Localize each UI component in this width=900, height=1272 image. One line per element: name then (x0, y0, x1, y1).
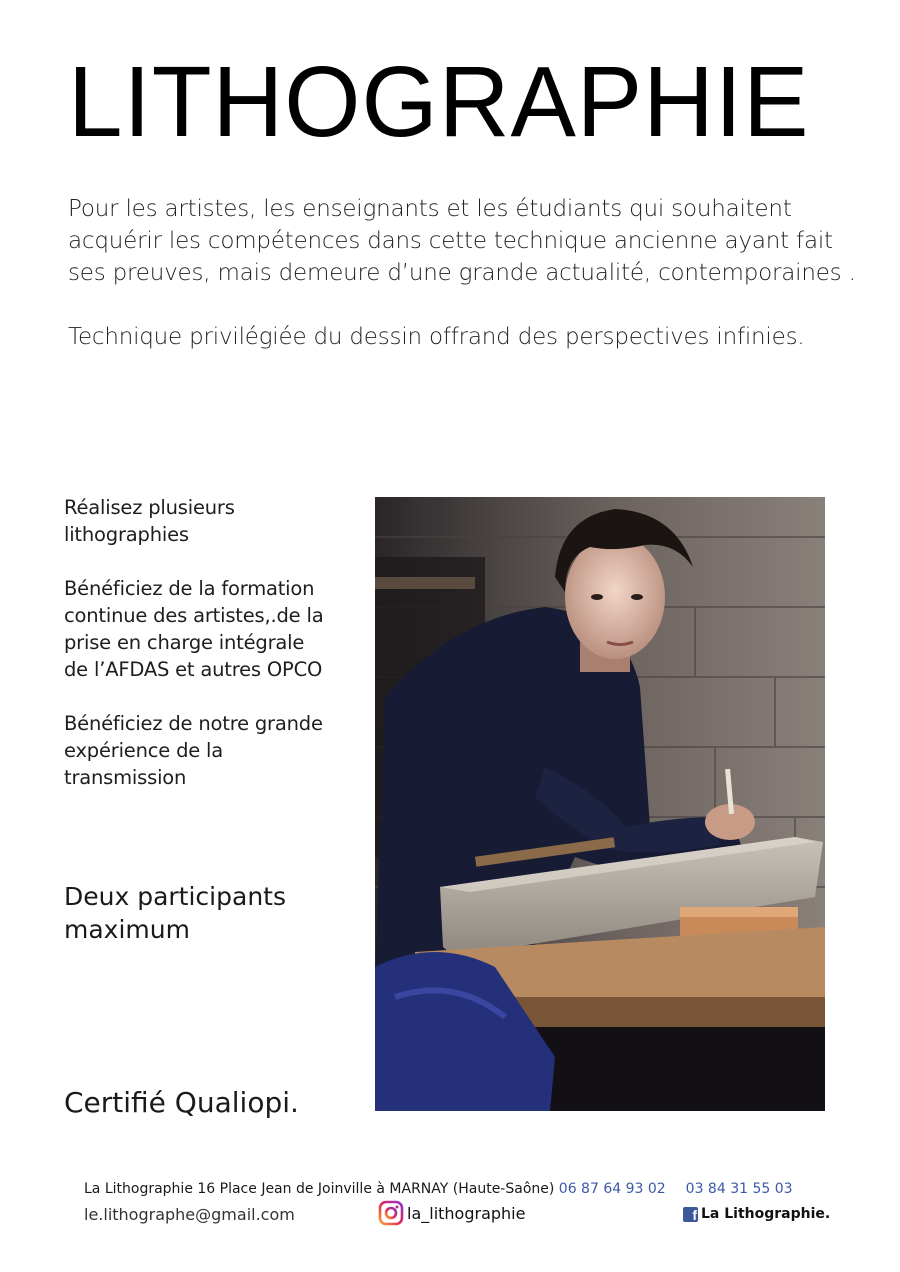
facebook-icon: f (683, 1207, 698, 1222)
artist-photo (375, 497, 825, 1111)
certification-text: Certifié Qualiopi. (64, 1086, 299, 1119)
phone-link-1[interactable]: 06 87 64 93 02 (558, 1181, 666, 1197)
participants-note: Deux participants maximum (64, 882, 286, 944)
intro-text (68, 193, 858, 353)
instagram-link[interactable] (378, 1200, 525, 1226)
facebook-link[interactable] (683, 1206, 830, 1222)
footer-address-line (84, 1179, 793, 1199)
benefit-item: Bénéficiez de notre grande expérience de la transmission (64, 712, 323, 789)
facebook-page-name: La Lithographie. (701, 1206, 831, 1222)
instagram-handle: la_lithographie (407, 1203, 526, 1223)
technique-paragraph: Technique privilégiée du dessin offrand des perspectives infinies. (68, 324, 805, 350)
phone-link-2[interactable]: 03 84 31 55 03 (685, 1181, 793, 1197)
benefit-item: Réalisez plusieurs lithographies (64, 496, 235, 546)
email-link[interactable]: le.lithographe@gmail.com (84, 1205, 295, 1224)
address-text: La Lithographie 16 Place Jean de Joinville à MARNAY (Haute-Saône) (84, 1181, 559, 1197)
instagram-icon (378, 1200, 404, 1226)
benefits-list (64, 494, 334, 818)
benefit-item: Bénéficiez de la formation continue des artistes,.de la prise en charge intégrale de l’AFDAS et autres OPCO (64, 577, 324, 681)
intro-paragraph: Pour les artistes, les enseignants et les étudiants qui souhaitent acquérir les compétences dans cette technique ancienne ayant fait ses preuves, mais demeure d’une grande actualité, contemporaines . (68, 196, 856, 286)
page-title: LITHOGRAPHIE (68, 46, 810, 158)
